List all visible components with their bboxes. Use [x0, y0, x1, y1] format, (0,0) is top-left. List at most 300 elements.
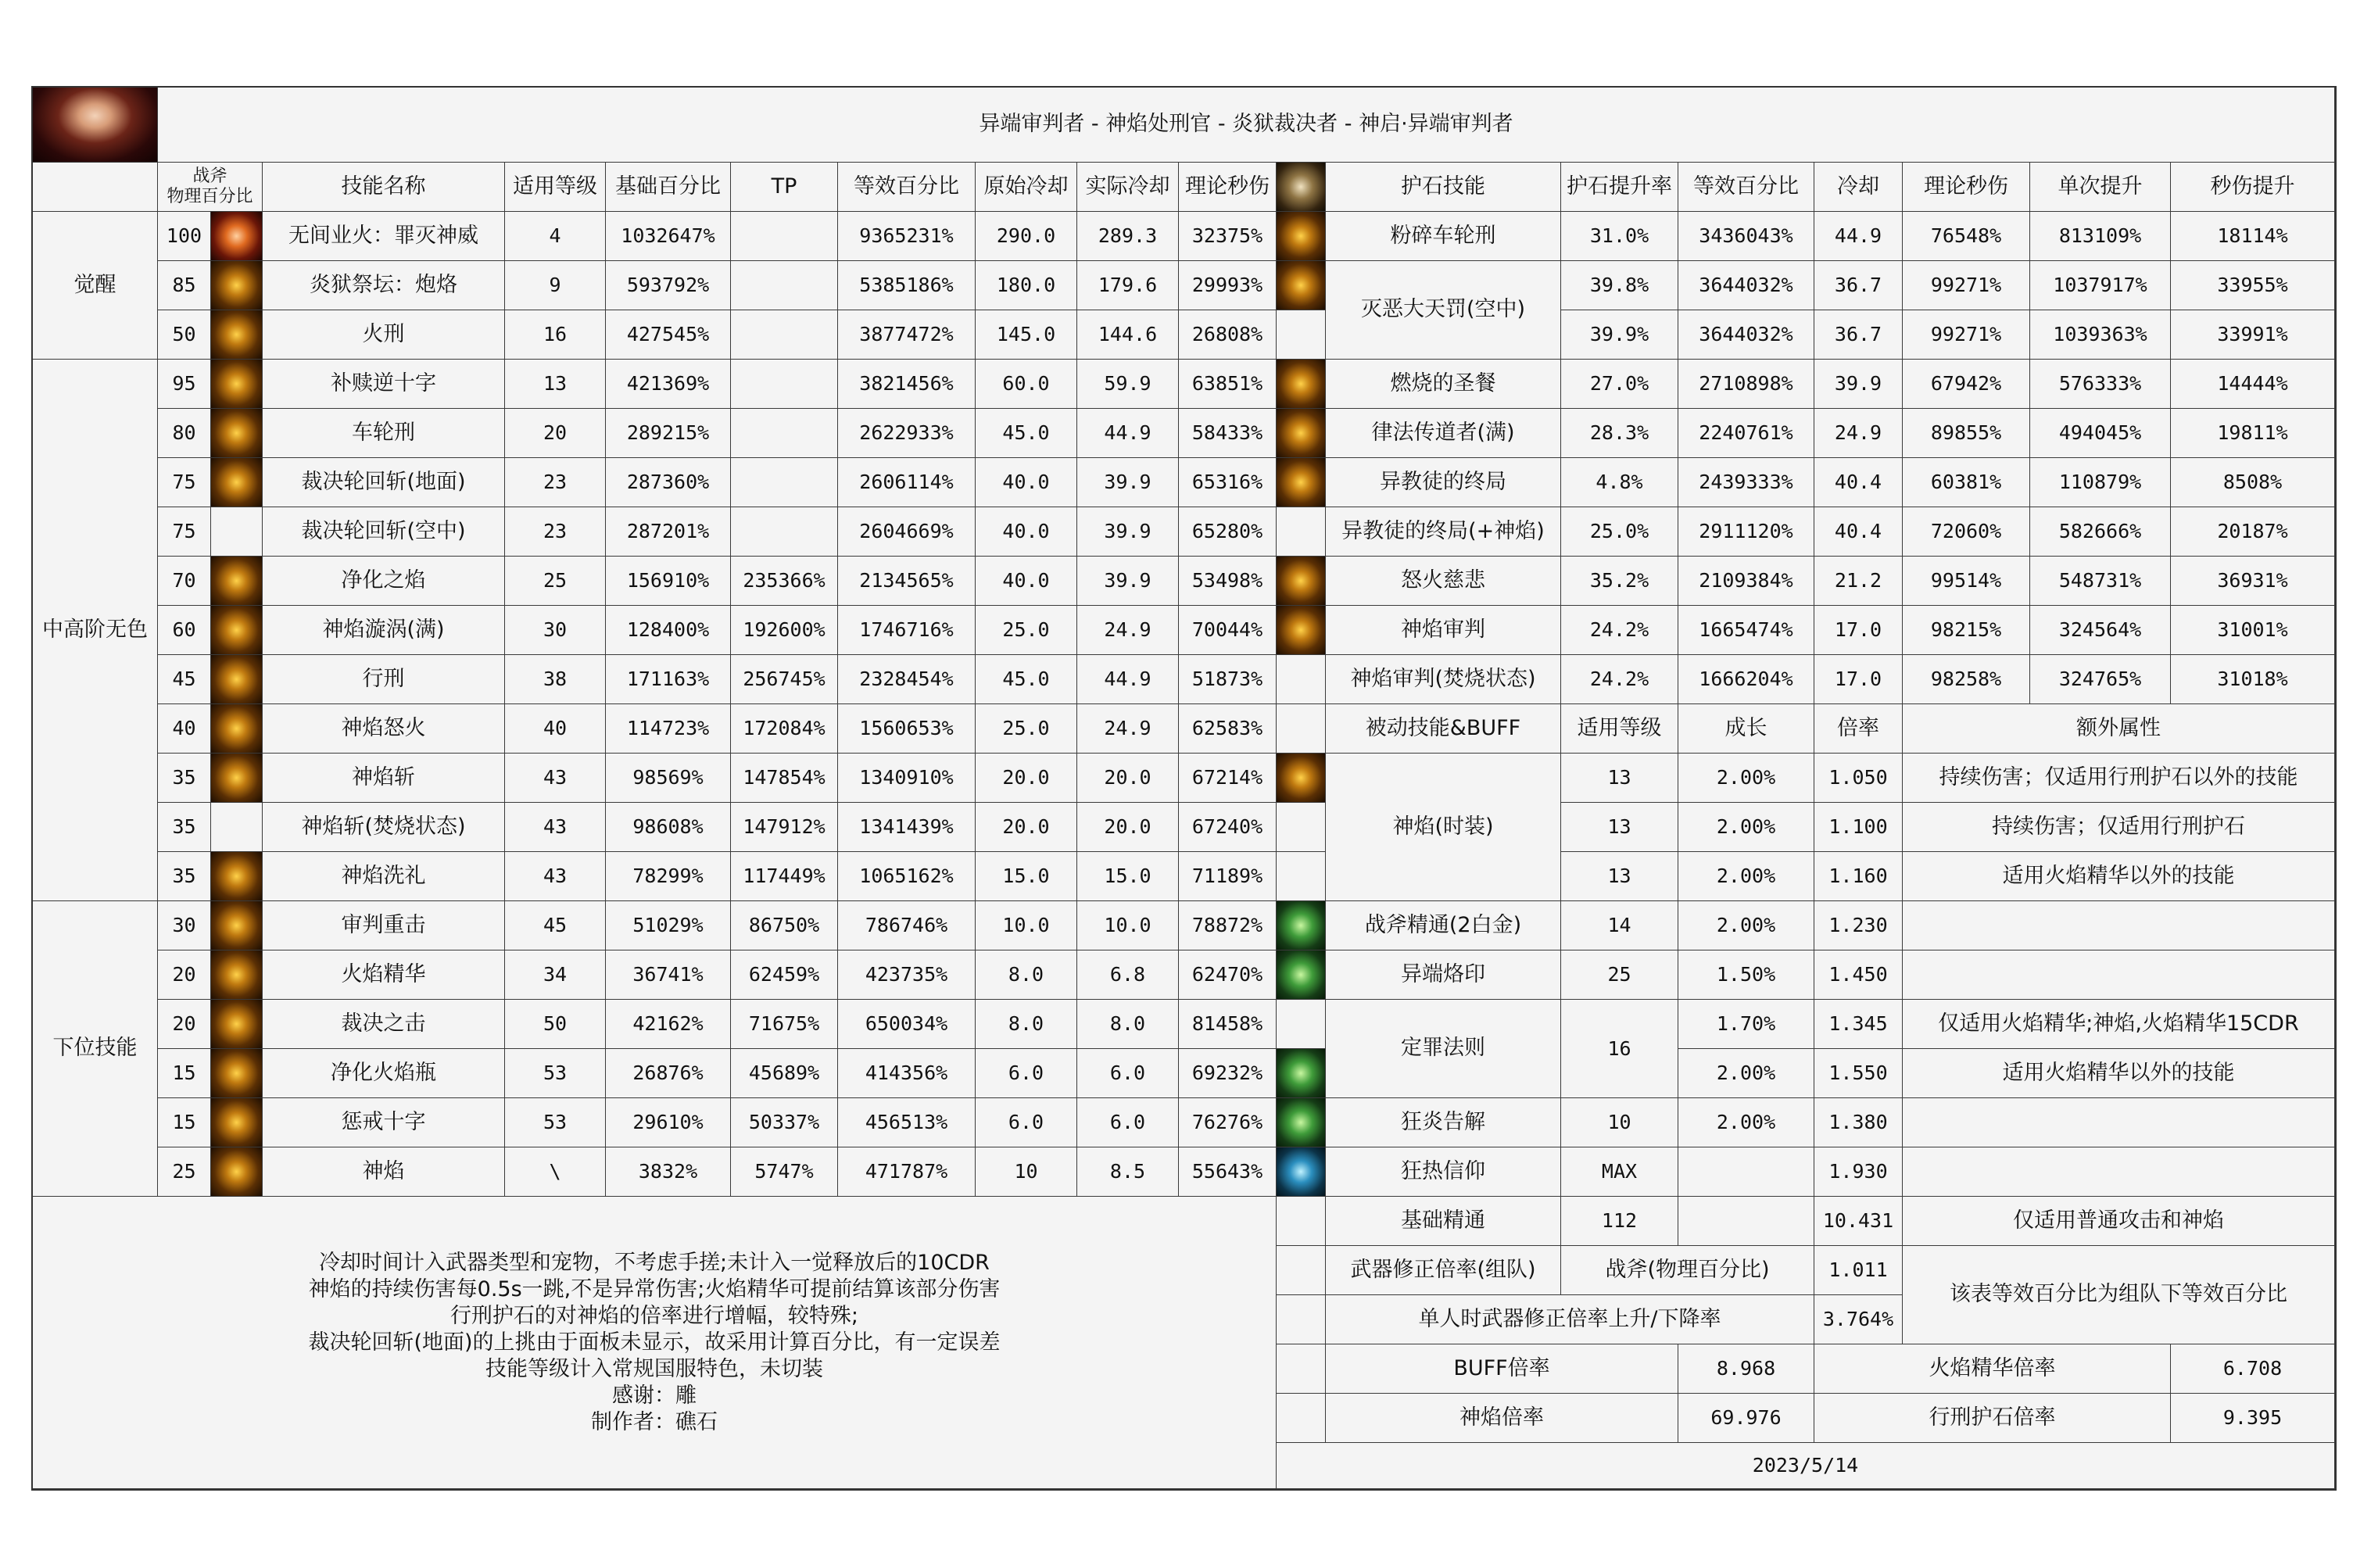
skill-base-percent: 26876%: [606, 1049, 731, 1098]
passive-extra: [1903, 901, 2335, 950]
skill-req-level: 34: [505, 950, 606, 1000]
passive-name: 基础精通: [1326, 1197, 1561, 1246]
skill-tp-percent: 71675%: [731, 1000, 838, 1049]
talisman-equiv-percent: 2109384%: [1678, 557, 1814, 606]
skill-theory-dps: 62583%: [1179, 704, 1277, 754]
skill-req-level: 13: [505, 360, 606, 409]
skill-real-cooldown: 8.0: [1077, 1000, 1179, 1049]
baptism-icon: [211, 852, 262, 900]
passive-extra: 适用火焰精华以外的技能: [1903, 1049, 2335, 1098]
skill-name: 无间业火：罪灭神威: [263, 212, 505, 261]
skill-theory-dps: 78872%: [1179, 901, 1277, 950]
passive-multiplier: 10.431: [1814, 1197, 1903, 1246]
flame-label: 神焰倍率: [1326, 1394, 1678, 1443]
weapon-note: 该表等效百分比为组队下等效百分比: [1903, 1246, 2335, 1344]
talisman-single-gain: 813109%: [2030, 212, 2171, 261]
skill-name: 神焰斩(焚烧状态): [263, 803, 505, 852]
group-label-low: 下位技能: [33, 901, 158, 1197]
skill-tp-percent: 62459%: [731, 950, 838, 1000]
passive-extra: 持续伤害；仅适用行刑护石: [1903, 803, 2335, 852]
talisman-cooldown: 17.0: [1814, 606, 1903, 655]
icon-cell: [211, 606, 263, 655]
icon-cell: [1277, 1049, 1326, 1098]
skill-tp-percent: 117449%: [731, 852, 838, 901]
col-header-tp: TP: [731, 163, 838, 212]
talisman-single-gain: 582666%: [2030, 507, 2171, 557]
skill-base-percent: 421369%: [606, 360, 731, 409]
col-header-t_eq: 等效百分比: [1678, 163, 1814, 212]
skill-orig-cooldown: 6.0: [976, 1049, 1077, 1098]
skill-theory-dps: 81458%: [1179, 1000, 1277, 1049]
passive-level: 16: [1561, 1000, 1678, 1098]
skill-name: 神焰: [263, 1147, 505, 1197]
icon-cell: [211, 310, 263, 360]
col-header-t_dps: 秒伤提升: [2171, 163, 2335, 212]
skill-real-cooldown: 39.9: [1077, 557, 1179, 606]
fury-icon: [211, 704, 262, 753]
sacred-flame-icon: [211, 1147, 262, 1196]
skill-equiv-percent: 3821456%: [838, 360, 976, 409]
fire-essence-label: 火焰精华倍率: [1814, 1344, 2171, 1394]
talisman-name: 律法传道者(满): [1326, 409, 1561, 458]
skill-level: 35: [158, 852, 211, 901]
skill-level: 60: [158, 606, 211, 655]
talisman-dps-gain: 31018%: [2171, 655, 2335, 704]
talisman-equiv-percent: 1665474%: [1678, 606, 1814, 655]
skill-equiv-percent: 2328454%: [838, 655, 976, 704]
skill-name: 净化之焰: [263, 557, 505, 606]
talisman-equiv-percent: 3644032%: [1678, 261, 1814, 310]
strike-icon: [211, 1000, 262, 1048]
skill-theory-dps: 67240%: [1179, 803, 1277, 852]
skill-tp-percent: 86750%: [731, 901, 838, 950]
talisman-cooldown: 39.9: [1814, 360, 1903, 409]
talisman-cooldown: 40.4: [1814, 458, 1903, 507]
icon-cell: [1277, 261, 1326, 310]
talisman-rate: 4.8%: [1561, 458, 1678, 507]
icon-cell: [1277, 1295, 1326, 1344]
skill-theory-dps: 63851%: [1179, 360, 1277, 409]
col-header-orig_cd: 原始冷却: [976, 163, 1077, 212]
skill-tp-percent: [731, 310, 838, 360]
icon-cell: [211, 360, 263, 409]
talisman-rate: 39.9%: [1561, 310, 1678, 360]
icon-cell: [211, 458, 263, 507]
skill-orig-cooldown: 8.0: [976, 1000, 1077, 1049]
passive-extra: [1903, 1147, 2335, 1197]
weapon-header-text: 物理百分比: [167, 187, 253, 206]
skill-req-level: 20: [505, 409, 606, 458]
skill-equiv-percent: 2606114%: [838, 458, 976, 507]
talisman-dps-gain: 36931%: [2171, 557, 2335, 606]
icon-cell: [1277, 409, 1326, 458]
talisman-dps-gain: 33991%: [2171, 310, 2335, 360]
skill-level: 75: [158, 507, 211, 557]
skill-tp-percent: [731, 458, 838, 507]
talisman-theory-dps: 67942%: [1903, 360, 2030, 409]
talisman-name: 燃烧的圣餐: [1326, 360, 1561, 409]
talisman-dps-gain: 19811%: [2171, 409, 2335, 458]
col-header-base: 基础百分比: [606, 163, 731, 212]
skill-orig-cooldown: 15.0: [976, 852, 1077, 901]
passive-header-mult: 倍率: [1814, 704, 1903, 754]
passive-growth: [1678, 1147, 1814, 1197]
skill-name: 惩戒十字: [263, 1098, 505, 1147]
talisman-cooldown: 44.9: [1814, 212, 1903, 261]
skill-sheet: [31, 86, 2337, 1491]
talisman-name: 神焰审判: [1326, 606, 1561, 655]
skill-theory-dps: 32375%: [1179, 212, 1277, 261]
col-header-level: 适用等级: [505, 163, 606, 212]
skill-base-percent: 128400%: [606, 606, 731, 655]
skill-orig-cooldown: 40.0: [976, 507, 1077, 557]
talisman-dps-gain: 20187%: [2171, 507, 2335, 557]
skill-base-percent: 3832%: [606, 1147, 731, 1197]
skill-real-cooldown: 6.8: [1077, 950, 1179, 1000]
col-header-t_theory: 理论秒伤: [1903, 163, 2030, 212]
group-label-awaken: 觉醒: [33, 212, 158, 360]
skill-theory-dps: 53498%: [1179, 557, 1277, 606]
punish-cross-icon: [211, 1098, 262, 1147]
skill-tp-percent: [731, 360, 838, 409]
law-rule-icon: [1277, 950, 1325, 999]
skill-equiv-percent: 3877472%: [838, 310, 976, 360]
weapon-header-text: 战斧: [192, 166, 227, 186]
skill-orig-cooldown: 45.0: [976, 655, 1077, 704]
col-header-eq: 等效百分比: [838, 163, 976, 212]
note-line: 技能等级计入常规国服特色，未切装: [485, 1356, 823, 1381]
icon-cell: [1277, 1000, 1326, 1049]
col-header-theory: 理论秒伤: [1179, 163, 1277, 212]
passive-extra: 适用火焰精华以外的技能: [1903, 852, 2335, 901]
skill-base-percent: 36741%: [606, 950, 731, 1000]
passive-multiplier: 1.100: [1814, 803, 1903, 852]
col-header-skill: 技能名称: [263, 163, 505, 212]
skill-req-level: 53: [505, 1049, 606, 1098]
cross-icon: [211, 360, 262, 408]
skill-name: 审判重击: [263, 901, 505, 950]
skill-theory-dps: 65280%: [1179, 507, 1277, 557]
skill-level: 15: [158, 1049, 211, 1098]
skill-name: 行刑: [263, 655, 505, 704]
passive-growth: [1678, 1197, 1814, 1246]
icon-cell: [211, 852, 263, 901]
skill-real-cooldown: 20.0: [1077, 803, 1179, 852]
skill-theory-dps: 67214%: [1179, 754, 1277, 803]
passive-multiplier: 1.230: [1814, 901, 1903, 950]
talisman-equiv-percent: 3644032%: [1678, 310, 1814, 360]
law-icon: [1277, 409, 1325, 457]
talisman-rate: 35.2%: [1561, 557, 1678, 606]
icon-cell: [1277, 704, 1326, 754]
passive-name: 战斧精通(2白金): [1326, 901, 1561, 950]
icon-cell: [1277, 1344, 1326, 1394]
skill-base-percent: 29610%: [606, 1098, 731, 1147]
talisman-cooldown: 24.9: [1814, 409, 1903, 458]
passive-extra: 持续伤害；仅适用行刑护石以外的技能: [1903, 754, 2335, 803]
icon-cell: [211, 1098, 263, 1147]
skill-name: 补赎逆十字: [263, 360, 505, 409]
icon-cell: [211, 803, 263, 852]
brand-icon: [1277, 901, 1325, 950]
passive-header-level: 适用等级: [1561, 704, 1678, 754]
passive-growth: 2.00%: [1678, 1098, 1814, 1147]
skill-tp-percent: [731, 507, 838, 557]
passive-extra: 仅适用普通攻击和神焰: [1903, 1197, 2335, 1246]
weapon-mod-label: 武器修正倍率(组队): [1326, 1246, 1561, 1295]
icon-cell: [1277, 803, 1326, 852]
skill-level: 35: [158, 803, 211, 852]
icon-cell: [211, 655, 263, 704]
talisman-name: 粉碎车轮刑: [1326, 212, 1561, 261]
talisman-theory-dps: 99271%: [1903, 310, 2030, 360]
icon-cell: [1277, 1147, 1326, 1197]
talisman-rate: 27.0%: [1561, 360, 1678, 409]
skill-orig-cooldown: 25.0: [976, 606, 1077, 655]
note-line: 神焰的持续伤害每0.5s一跳,不是异常伤害;火焰精华可提前结算该部分伤害: [308, 1276, 1001, 1301]
skill-name: 神焰漩涡(满): [263, 606, 505, 655]
skill-real-cooldown: 59.9: [1077, 360, 1179, 409]
passive-name: 定罪法则: [1326, 1000, 1561, 1098]
passive-growth: 2.00%: [1678, 852, 1814, 901]
talisman-theory-dps: 76548%: [1903, 212, 2030, 261]
skill-orig-cooldown: 25.0: [976, 704, 1077, 754]
talisman-dps-gain: 8508%: [2171, 458, 2335, 507]
flame-judgment-icon: [1277, 606, 1325, 654]
icon-cell: [1277, 310, 1326, 360]
talisman-dps-gain: 14444%: [2171, 360, 2335, 409]
skill-theory-dps: 29993%: [1179, 261, 1277, 310]
note-line: 制作者：礁石: [591, 1409, 718, 1434]
skill-name: 神焰怒火: [263, 704, 505, 754]
talisman-rate: 25.0%: [1561, 507, 1678, 557]
basic-mastery-icon: [1277, 1147, 1325, 1196]
skill-real-cooldown: 10.0: [1077, 901, 1179, 950]
skill-tp-percent: 192600%: [731, 606, 838, 655]
skill-base-percent: 287201%: [606, 507, 731, 557]
skill-base-percent: 427545%: [606, 310, 731, 360]
passive-extra: 仅适用火焰精华;神焰,火焰精华15CDR: [1903, 1000, 2335, 1049]
passive-extra: [1903, 1098, 2335, 1147]
skill-req-level: 30: [505, 606, 606, 655]
icon-cell: [1277, 557, 1326, 606]
talisman-single-gain: 324564%: [2030, 606, 2171, 655]
skill-theory-dps: 76276%: [1179, 1098, 1277, 1147]
skill-level: 100: [158, 212, 211, 261]
hammer-icon: [211, 901, 262, 950]
solo-mod-value: 3.764%: [1814, 1295, 1903, 1344]
icon-cell: [211, 1049, 263, 1098]
skill-theory-dps: 26808%: [1179, 310, 1277, 360]
skill-level: 70: [158, 557, 211, 606]
skill-req-level: 25: [505, 557, 606, 606]
skill-name: 净化火焰瓶: [263, 1049, 505, 1098]
icon-cell: [1277, 163, 1326, 212]
skill-orig-cooldown: 40.0: [976, 557, 1077, 606]
icon-cell: [1277, 655, 1326, 704]
slash-icon: [211, 754, 262, 802]
skill-real-cooldown: 44.9: [1077, 409, 1179, 458]
icon-cell: [1277, 1098, 1326, 1147]
skill-base-percent: 287360%: [606, 458, 731, 507]
passive-extra: [1903, 950, 2335, 1000]
skill-equiv-percent: 414356%: [838, 1049, 976, 1098]
icon-cell: [1277, 901, 1326, 950]
icon-cell: [211, 901, 263, 950]
skill-tp-percent: 172084%: [731, 704, 838, 754]
skill-equiv-percent: 2134565%: [838, 557, 976, 606]
passive-multiplier: 1.550: [1814, 1049, 1903, 1098]
passive-growth: 2.00%: [1678, 901, 1814, 950]
skill-equiv-percent: 423735%: [838, 950, 976, 1000]
talisman-equiv-percent: 2439333%: [1678, 458, 1814, 507]
talisman-cooldown: 40.4: [1814, 507, 1903, 557]
skill-tp-percent: 147854%: [731, 754, 838, 803]
talisman-cooldown: 36.7: [1814, 310, 1903, 360]
skill-real-cooldown: 6.0: [1077, 1098, 1179, 1147]
skill-real-cooldown: 39.9: [1077, 507, 1179, 557]
passive-level: MAX: [1561, 1147, 1678, 1197]
solo-mod-label: 单人时武器修正倍率上升/下降率: [1326, 1295, 1814, 1344]
talisman-name: 异教徒的终局: [1326, 458, 1561, 507]
skill-base-percent: 51029%: [606, 901, 731, 950]
talisman-cooldown: 36.7: [1814, 261, 1903, 310]
skill-req-level: 40: [505, 704, 606, 754]
passive-level: 14: [1561, 901, 1678, 950]
execute-talisman-label: 行刑护石倍率: [1814, 1394, 2171, 1443]
icon-cell: [211, 261, 263, 310]
skill-orig-cooldown: 290.0: [976, 212, 1077, 261]
passive-level: 112: [1561, 1197, 1678, 1246]
skill-req-level: 53: [505, 1098, 606, 1147]
talisman-theory-dps: 99271%: [1903, 261, 2030, 310]
talisman-theory-dps: 60381%: [1903, 458, 2030, 507]
skill-orig-cooldown: 145.0: [976, 310, 1077, 360]
skill-req-level: 45: [505, 901, 606, 950]
skill-equiv-percent: 786746%: [838, 901, 976, 950]
skill-name: 裁决轮回斩(地面): [263, 458, 505, 507]
skill-req-level: 43: [505, 852, 606, 901]
skill-orig-cooldown: 45.0: [976, 409, 1077, 458]
passive-growth: 2.00%: [1678, 1049, 1814, 1098]
icon-cell: [211, 1147, 263, 1197]
talisman-single-gain: 494045%: [2030, 409, 2171, 458]
icon-cell: [1277, 360, 1326, 409]
skill-base-percent: 1032647%: [606, 212, 731, 261]
passive-name: 神焰(时装): [1326, 754, 1561, 901]
icon-cell: [211, 557, 263, 606]
passive-header-growth: 成长: [1678, 704, 1814, 754]
skill-orig-cooldown: 60.0: [976, 360, 1077, 409]
skill-real-cooldown: 24.9: [1077, 704, 1179, 754]
note-line: 感谢：雕: [612, 1383, 697, 1408]
skill-orig-cooldown: 8.0: [976, 950, 1077, 1000]
talisman-theory-dps: 98215%: [1903, 606, 2030, 655]
talisman-theory-dps: 72060%: [1903, 507, 2030, 557]
passive-growth: 1.70%: [1678, 1000, 1814, 1049]
skill-name: 裁决之击: [263, 1000, 505, 1049]
execute-talisman-value: 9.395: [2171, 1394, 2335, 1443]
icon-cell: [211, 1000, 263, 1049]
bottle-icon: [211, 1049, 262, 1097]
skill-level: 30: [158, 901, 211, 950]
talisman-name: 灭恶大天罚(空中): [1326, 261, 1561, 360]
col-header-real_cd: 实际冷却: [1077, 163, 1179, 212]
talisman-rate: 28.3%: [1561, 409, 1678, 458]
talisman-single-gain: 548731%: [2030, 557, 2171, 606]
skill-req-level: 43: [505, 803, 606, 852]
skill-orig-cooldown: 40.0: [976, 458, 1077, 507]
skill-base-percent: 593792%: [606, 261, 731, 310]
page-title: 异端审判者 - 神焰处刑官 - 炎狱裁决者 - 神启·异端审判者: [158, 88, 2335, 163]
icon-cell: [211, 950, 263, 1000]
skill-theory-dps: 71189%: [1179, 852, 1277, 901]
passive-header-extra: 额外属性: [1903, 704, 2335, 754]
skill-orig-cooldown: 180.0: [976, 261, 1077, 310]
passive-multiplier: 1.050: [1814, 754, 1903, 803]
spin-icon: [211, 458, 262, 507]
icon-cell: [1277, 1394, 1326, 1443]
passive-level: 25: [1561, 950, 1678, 1000]
skill-orig-cooldown: 6.0: [976, 1098, 1077, 1147]
skill-name: 车轮刑: [263, 409, 505, 458]
skill-real-cooldown: 179.6: [1077, 261, 1179, 310]
passive-name: 狂炎告解: [1326, 1098, 1561, 1147]
talisman-rate: 31.0%: [1561, 212, 1678, 261]
skill-tp-percent: 5747%: [731, 1147, 838, 1197]
skill-base-percent: 42162%: [606, 1000, 731, 1049]
skill-equiv-percent: 1340910%: [838, 754, 976, 803]
talisman-dps-gain: 33955%: [2171, 261, 2335, 310]
talisman-name: 怒火慈悲: [1326, 557, 1561, 606]
skill-theory-dps: 70044%: [1179, 606, 1277, 655]
skill-base-percent: 98608%: [606, 803, 731, 852]
icon-cell: [1277, 852, 1326, 901]
skill-base-percent: 114723%: [606, 704, 731, 754]
skill-equiv-percent: 2604669%: [838, 507, 976, 557]
talisman-cooldown: 21.2: [1814, 557, 1903, 606]
wheel-talisman-icon: [1277, 212, 1325, 260]
skill-theory-dps: 55643%: [1179, 1147, 1277, 1197]
talisman-single-gain: 576333%: [2030, 360, 2171, 409]
talisman-theory-dps: 99514%: [1903, 557, 2030, 606]
skill-level: 15: [158, 1098, 211, 1147]
skill-equiv-percent: 471787%: [838, 1147, 976, 1197]
passive-level: 13: [1561, 754, 1678, 803]
passive-multiplier: 1.930: [1814, 1147, 1903, 1197]
skill-level: 20: [158, 1000, 211, 1049]
skill-real-cooldown: 24.9: [1077, 606, 1179, 655]
skill-equiv-percent: 9365231%: [838, 212, 976, 261]
skill-base-percent: 289215%: [606, 409, 731, 458]
icon-cell: [1277, 950, 1326, 1000]
skill-real-cooldown: 289.3: [1077, 212, 1179, 261]
character-avatar: [33, 88, 157, 162]
skill-req-level: 43: [505, 754, 606, 803]
talisman-single-gain: 110879%: [2030, 458, 2171, 507]
skill-tp-percent: 235366%: [731, 557, 838, 606]
skill-equiv-percent: 1065162%: [838, 852, 976, 901]
talisman-single-gain: 324765%: [2030, 655, 2171, 704]
skill-name: 炎狱祭坛：炮烙: [263, 261, 505, 310]
skill-equiv-percent: 2622933%: [838, 409, 976, 458]
skill-tp-percent: [731, 409, 838, 458]
talisman-rate: 39.8%: [1561, 261, 1678, 310]
passive-multiplier: 1.160: [1814, 852, 1903, 901]
skill-tp-percent: [731, 212, 838, 261]
skill-level: 80: [158, 409, 211, 458]
talisman-icon: [1277, 163, 1325, 211]
